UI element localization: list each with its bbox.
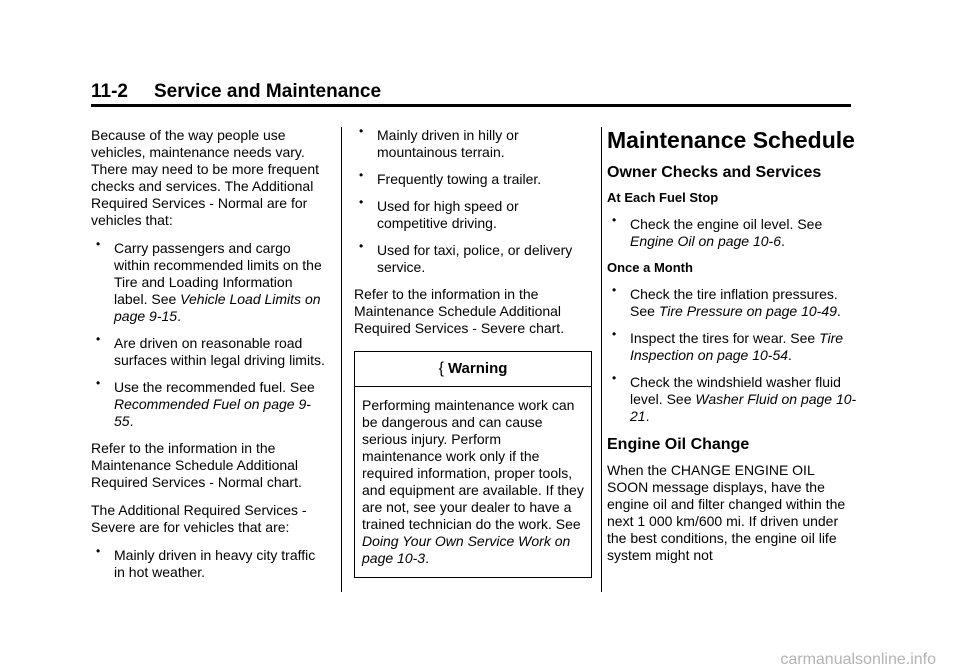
cross-reference[interactable]: Washer Fluid on page 10-21 bbox=[630, 391, 857, 424]
column-1 bbox=[91, 127, 329, 591]
watermark: carmanualsonline.info bbox=[780, 651, 936, 668]
cross-reference[interactable]: Engine Oil on page 10-6 bbox=[630, 233, 781, 249]
list-item: • Are driven on reasonable road surfaces within legal driving limits. bbox=[91, 335, 329, 369]
cross-reference[interactable]: Recommended Fuel on page 9-55 bbox=[114, 396, 311, 429]
column-divider bbox=[601, 127, 602, 592]
list-item: • Check the engine oil level. See Engine Oil on page 10-6. bbox=[607, 216, 857, 250]
cross-reference[interactable]: Tire Pressure on page 10-49 bbox=[658, 303, 837, 319]
list-item: • Frequently towing a trailer. bbox=[354, 171, 592, 188]
list-item: • Mainly driven in hilly or mountainous terrain. bbox=[354, 127, 592, 161]
list-item: • Inspect the tires for wear. See Tire Inspection on page 10-54. bbox=[607, 330, 857, 364]
section-title: Service and Maintenance bbox=[153, 81, 382, 102]
warning-title: Warning bbox=[447, 360, 508, 377]
column-divider bbox=[341, 127, 342, 592]
intro-paragraph: Because of the way people use vehicles, maintenance needs vary. There may need to be more frequent checks and services. The Additional Required Services - Normal are for vehicles that: bbox=[91, 127, 320, 228]
list-item: • Used for taxi, police, or delivery service. bbox=[354, 242, 592, 276]
page-header bbox=[91, 80, 851, 104]
warning-box bbox=[354, 351, 592, 578]
monthly-heading: Once a Month bbox=[607, 260, 693, 275]
fuel-stop-heading: At Each Fuel Stop bbox=[607, 190, 719, 205]
section-heading: Maintenance Schedule bbox=[607, 127, 855, 153]
normal-chart-paragraph: Refer to the information in the Maintenance Schedule Additional Required Services - Normal chart. bbox=[91, 440, 302, 490]
cross-reference[interactable]: Tire Inspection on page 10-54 bbox=[630, 330, 844, 363]
severe-intro-paragraph: The Additional Required Services - Severe are for vehicles that are: bbox=[91, 502, 307, 535]
column-3 bbox=[607, 127, 857, 575]
column-2 bbox=[354, 127, 592, 578]
list-item: • Carry passengers and cargo within recommended limits on the Tire and Loading Information label. See Vehicle Load Limits on page 9-15. bbox=[91, 240, 329, 325]
severe-chart-paragraph: Refer to the information in the Maintenance Schedule Additional Required Services - Severe chart. bbox=[354, 286, 565, 336]
list-item: • Use the recommended fuel. See Recommended Fuel on page 9-55. bbox=[91, 379, 329, 430]
list-item: • Check the windshield washer fluid level. See Washer Fluid on page 10-21. bbox=[607, 374, 857, 425]
warning-body: Performing maintenance work can be dangerous and can cause serious injury. Perform maintenance work only if the required information, proper tools, and equipment are available. If they are not, see your dealer to have a trained technician do the work. See Doing Your Own Service Work on page 10-3. bbox=[362, 397, 584, 566]
cross-reference[interactable]: Doing Your Own Service Work on page 10-3 bbox=[362, 533, 571, 566]
cross-reference[interactable]: Vehicle Load Limits on page 9-15 bbox=[114, 291, 321, 324]
warning-header bbox=[355, 352, 591, 387]
page-number: 11-2 bbox=[91, 81, 128, 102]
header-title bbox=[91, 80, 851, 104]
list-item: • Mainly driven in heavy city traffic in hot weather. bbox=[91, 547, 329, 581]
warning-icon: { bbox=[438, 360, 444, 377]
list-item: • Check the tire inflation pressures. See Tire Pressure on page 10-49. bbox=[607, 286, 857, 320]
list-item: • Used for high speed or competitive driving. bbox=[354, 198, 592, 232]
header-rule bbox=[91, 104, 851, 107]
oil-change-heading: Engine Oil Change bbox=[607, 436, 750, 453]
subsection-heading: Owner Checks and Services bbox=[607, 164, 822, 181]
oil-change-paragraph: When the CHANGE ENGINE OIL SOON message displays, have the engine oil and filter changed within the next 1 000 km/600 mi. If driven under the best conditions, the engine oil life system might not bbox=[607, 462, 846, 563]
